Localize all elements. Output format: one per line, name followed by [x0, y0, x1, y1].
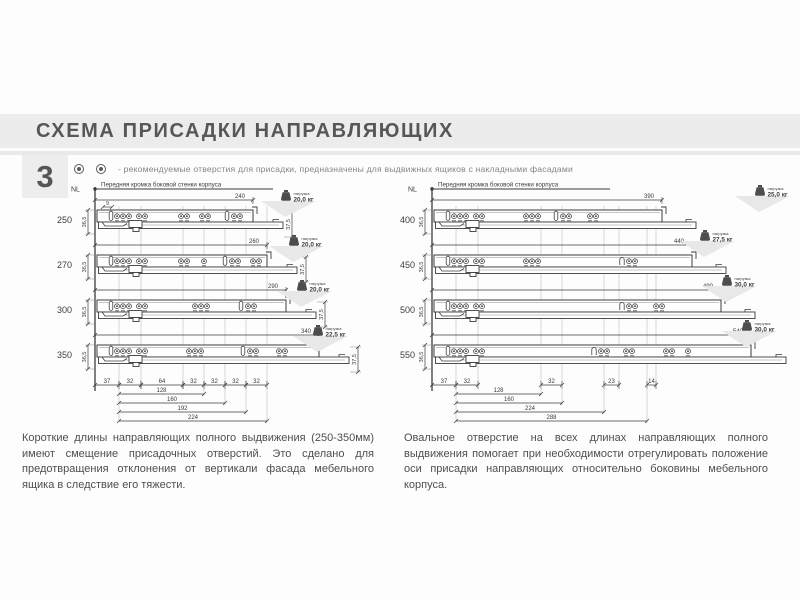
slide-row-300	[57, 280, 332, 329]
svg-text:нагрузка: нагрузка	[754, 321, 771, 326]
svg-text:450: 450	[400, 260, 416, 270]
svg-text:36,5: 36,5	[419, 351, 425, 363]
svg-text:32: 32	[463, 379, 471, 386]
svg-text:23: 23	[608, 379, 615, 386]
drill-hole-icon	[74, 164, 84, 174]
svg-text:64: 64	[158, 379, 166, 386]
svg-text:128: 128	[156, 388, 167, 395]
svg-text:37,5: 37,5	[352, 354, 358, 365]
svg-text:500: 500	[400, 305, 416, 315]
svg-text:340: 340	[300, 329, 311, 336]
svg-text:32: 32	[548, 379, 555, 386]
step-number: 3	[36, 159, 54, 194]
svg-text:нагрузка: нагрузка	[293, 191, 310, 196]
svg-text:36,5: 36,5	[82, 216, 88, 228]
svg-text:288: 288	[546, 415, 557, 422]
svg-text:160: 160	[166, 397, 178, 404]
svg-text:20,0 кг: 20,0 кг	[309, 286, 330, 294]
svg-text:224: 224	[524, 406, 536, 413]
svg-text:37: 37	[440, 379, 448, 386]
svg-text:20,0 кг: 20,0 кг	[293, 196, 314, 204]
svg-text:350: 350	[57, 350, 73, 360]
svg-text:36,5: 36,5	[419, 216, 425, 228]
svg-text:192: 192	[177, 406, 188, 413]
load-weight-icon	[702, 275, 757, 302]
svg-text:22,5 кг: 22,5 кг	[325, 331, 346, 339]
svg-text:390: 390	[643, 194, 654, 201]
svg-text:нагрузка: нагрузка	[301, 236, 318, 241]
svg-text:32: 32	[190, 379, 197, 386]
slide-row-550	[400, 320, 786, 371]
note-short-slides: Короткие длины направляющих полного выдвижения (250-350мм) имеют смещение присадочных отверстий. Это сделано для предотвращения отклонения от вертикали фасада мебельного ящика в следствие его тяжести.	[22, 432, 374, 491]
note-oval-hole: Овальное отверстие на всех длинах направляющих полного выдвижения помогает при необходимости отрегулировать положение оси присадки направляющих относительно боковины мебельного корпуса.	[404, 432, 768, 491]
load-weight-icon	[735, 185, 790, 212]
svg-text:400: 400	[400, 215, 416, 225]
svg-text:Передняя кромка боковой стенки: Передняя кромка боковой стенки корпуса	[101, 181, 222, 189]
svg-text:128: 128	[493, 388, 504, 395]
slide-row-270	[57, 235, 324, 284]
svg-text:NL: NL	[71, 186, 80, 194]
svg-text:нагрузка: нагрузка	[734, 276, 751, 281]
svg-text:36,5: 36,5	[419, 306, 425, 318]
load-weight-icon	[680, 230, 735, 257]
svg-text:нагрузка: нагрузка	[309, 281, 326, 286]
svg-text:37,5: 37,5	[300, 264, 306, 275]
svg-text:9: 9	[105, 200, 110, 207]
load-weight-icon	[722, 320, 777, 347]
legend-text: - рекомендуемые отверстия для присадки, предназначены для выдвижных ящиков с накладными фасадами	[118, 164, 573, 174]
svg-text:36,5: 36,5	[419, 261, 425, 273]
svg-text:32: 32	[126, 379, 134, 386]
svg-text:27,5 кг: 27,5 кг	[712, 236, 733, 244]
load-weight-icon	[269, 235, 324, 262]
legend	[74, 162, 573, 176]
svg-text:Передняя кромка боковой стенки: Передняя кромка боковой стенки корпуса	[438, 181, 559, 189]
svg-text:160: 160	[503, 397, 515, 404]
page-title: СХЕМА ПРИСАДКИ НАПРАВЛЯЮЩИХ	[36, 119, 454, 142]
slide-row-250	[57, 190, 316, 239]
svg-text:300: 300	[57, 305, 73, 315]
svg-text:нагрузка: нагрузка	[712, 231, 729, 236]
svg-text:нагрузка: нагрузка	[325, 326, 342, 331]
svg-text:37,5: 37,5	[319, 309, 325, 320]
svg-text:32: 32	[253, 379, 260, 386]
hole-spacing-chain	[93, 379, 269, 423]
svg-text:440: 440	[673, 239, 684, 246]
svg-text:290: 290	[267, 284, 278, 291]
slide-row-400	[400, 185, 790, 236]
drill-hole-icon	[96, 164, 106, 174]
svg-text:36,5: 36,5	[82, 261, 88, 273]
svg-text:20,0 кг: 20,0 кг	[301, 241, 322, 249]
load-weight-icon	[261, 190, 316, 217]
hole-spacing-chain	[430, 379, 658, 423]
svg-text:32: 32	[232, 379, 239, 386]
svg-text:25,0 кг: 25,0 кг	[767, 191, 788, 199]
divider-line	[0, 151, 800, 155]
svg-text:30,0 кг: 30,0 кг	[734, 281, 755, 289]
svg-text:нагрузка: нагрузка	[767, 186, 784, 191]
drilling-diagram-long-slides	[398, 178, 800, 430]
svg-text:224: 224	[187, 415, 199, 422]
svg-text:250: 250	[57, 215, 73, 225]
svg-text:240: 240	[234, 194, 245, 201]
svg-text:14: 14	[648, 379, 655, 386]
slide-row-350	[57, 325, 361, 374]
svg-text:37: 37	[103, 379, 111, 386]
svg-text:270: 270	[57, 260, 73, 270]
svg-text:37,5: 37,5	[286, 219, 292, 230]
drilling-diagram-short-slides	[55, 178, 400, 430]
svg-text:NL: NL	[408, 186, 417, 194]
svg-text:30,0 кг: 30,0 кг	[754, 326, 775, 334]
svg-text:550: 550	[400, 350, 416, 360]
slide-row-450	[400, 230, 735, 281]
svg-text:32: 32	[211, 379, 218, 386]
svg-text:260: 260	[248, 239, 259, 246]
slide-row-500	[400, 275, 757, 326]
svg-text:36,5: 36,5	[82, 306, 88, 318]
title-band	[0, 114, 800, 148]
svg-text:36,5: 36,5	[82, 351, 88, 363]
